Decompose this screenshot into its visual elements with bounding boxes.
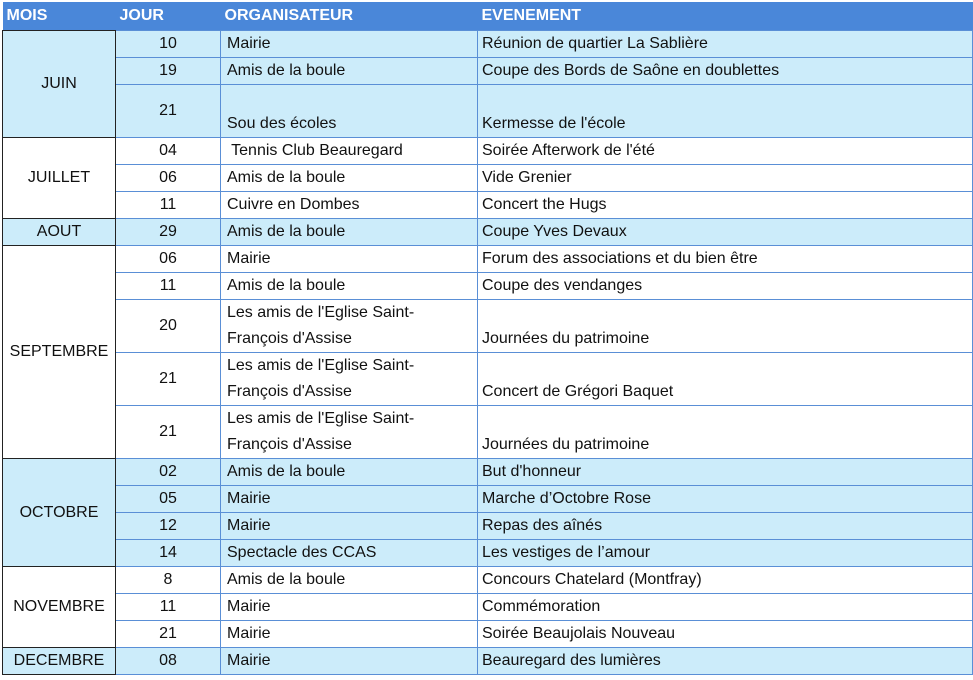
event-cell: Journées du patrimoine [478,406,973,459]
table-row [3,58,973,85]
event-cell: Concert de Grégori Baquet [478,353,973,406]
event-cell: Repas des aînés [478,513,973,540]
table-row [3,31,973,58]
event-cell: Coupe Yves Devaux [478,219,973,246]
day-cell: 04 [116,138,221,165]
day-cell: 11 [116,192,221,219]
table-row [3,165,973,192]
event-cell: Journées du patrimoine [478,300,973,353]
table-row [3,246,973,273]
day-cell: 12 [116,513,221,540]
organizer-cell: Les amis de l'Eglise Saint- François d'Assise [221,300,478,353]
event-cell: Coupe des Bords de Saône en doublettes [478,58,973,85]
day-cell: 21 [116,621,221,648]
organizer-cell: Mairie [221,621,478,648]
day-cell: 21 [116,406,221,459]
event-cell: But d'honneur [478,459,973,486]
table-row [3,219,973,246]
table-row [3,192,973,219]
day-cell: 14 [116,540,221,567]
table-row [3,621,973,648]
month-cell: SEPTEMBRE [3,246,116,459]
event-cell: Soirée Afterwork de l'été [478,138,973,165]
month-cell: NOVEMBRE [3,567,116,648]
table-row [3,594,973,621]
event-cell: Coupe des vendanges [478,273,973,300]
header-mois: MOIS [3,2,116,31]
day-cell: 06 [116,246,221,273]
event-cell: Soirée Beaujolais Nouveau [478,621,973,648]
event-cell: Réunion de quartier La Sablière [478,31,973,58]
table-row [3,406,973,459]
event-cell: Vide Grenier [478,165,973,192]
organizer-cell: Amis de la boule [221,219,478,246]
day-cell: 8 [116,567,221,594]
table-row [3,513,973,540]
event-cell: Kermesse de l'école [478,85,973,138]
organizer-cell: Spectacle des CCAS [221,540,478,567]
organizer-cell: Mairie [221,513,478,540]
table-row [3,486,973,513]
event-cell: Beauregard des lumières [478,648,973,675]
table-row [3,648,973,675]
day-cell: 21 [116,85,221,138]
table-row [3,85,973,138]
day-cell: 21 [116,353,221,406]
organizer-cell: Mairie [221,246,478,273]
event-cell: Marche d’Octobre Rose [478,486,973,513]
day-cell: 11 [116,273,221,300]
organizer-cell: Amis de la boule [221,58,478,85]
table-row [3,567,973,594]
day-cell: 19 [116,58,221,85]
organizer-cell: Mairie [221,594,478,621]
event-cell: Concert the Hugs [478,192,973,219]
day-cell: 05 [116,486,221,513]
events-calendar-table [2,2,973,675]
month-cell: JUILLET [3,138,116,219]
table-row [3,540,973,567]
event-cell: Concours Chatelard (Montfray) [478,567,973,594]
organizer-cell: Tennis Club Beauregard [221,138,478,165]
event-cell: Les vestiges de l’amour [478,540,973,567]
table-row [3,138,973,165]
organizer-cell: Sou des écoles [221,85,478,138]
day-cell: 02 [116,459,221,486]
organizer-cell: Mairie [221,486,478,513]
header-jour: JOUR [116,2,221,31]
event-cell: Commémoration [478,594,973,621]
table-row [3,300,973,353]
table-row [3,273,973,300]
organizer-cell: Les amis de l'Eglise Saint- François d'Assise [221,406,478,459]
organizer-cell: Les amis de l'Eglise Saint- François d'Assise [221,353,478,406]
organizer-cell: Cuivre en Dombes [221,192,478,219]
month-cell: DECEMBRE [3,648,116,675]
day-cell: 08 [116,648,221,675]
month-cell: JUIN [3,31,116,138]
organizer-cell: Amis de la boule [221,567,478,594]
organizer-cell: Amis de la boule [221,459,478,486]
table-row [3,459,973,486]
organizer-cell: Amis de la boule [221,273,478,300]
organizer-cell: Mairie [221,648,478,675]
event-cell: Forum des associations et du bien être [478,246,973,273]
day-cell: 11 [116,594,221,621]
header-row [3,2,973,31]
calendar-body [3,31,973,675]
table-row [3,353,973,406]
organizer-cell: Mairie [221,31,478,58]
day-cell: 29 [116,219,221,246]
day-cell: 10 [116,31,221,58]
header-evenement: EVENEMENT [478,2,973,31]
header-organisateur: ORGANISATEUR [221,2,478,31]
month-cell: OCTOBRE [3,459,116,567]
organizer-cell: Amis de la boule [221,165,478,192]
day-cell: 20 [116,300,221,353]
day-cell: 06 [116,165,221,192]
month-cell: AOUT [3,219,116,246]
